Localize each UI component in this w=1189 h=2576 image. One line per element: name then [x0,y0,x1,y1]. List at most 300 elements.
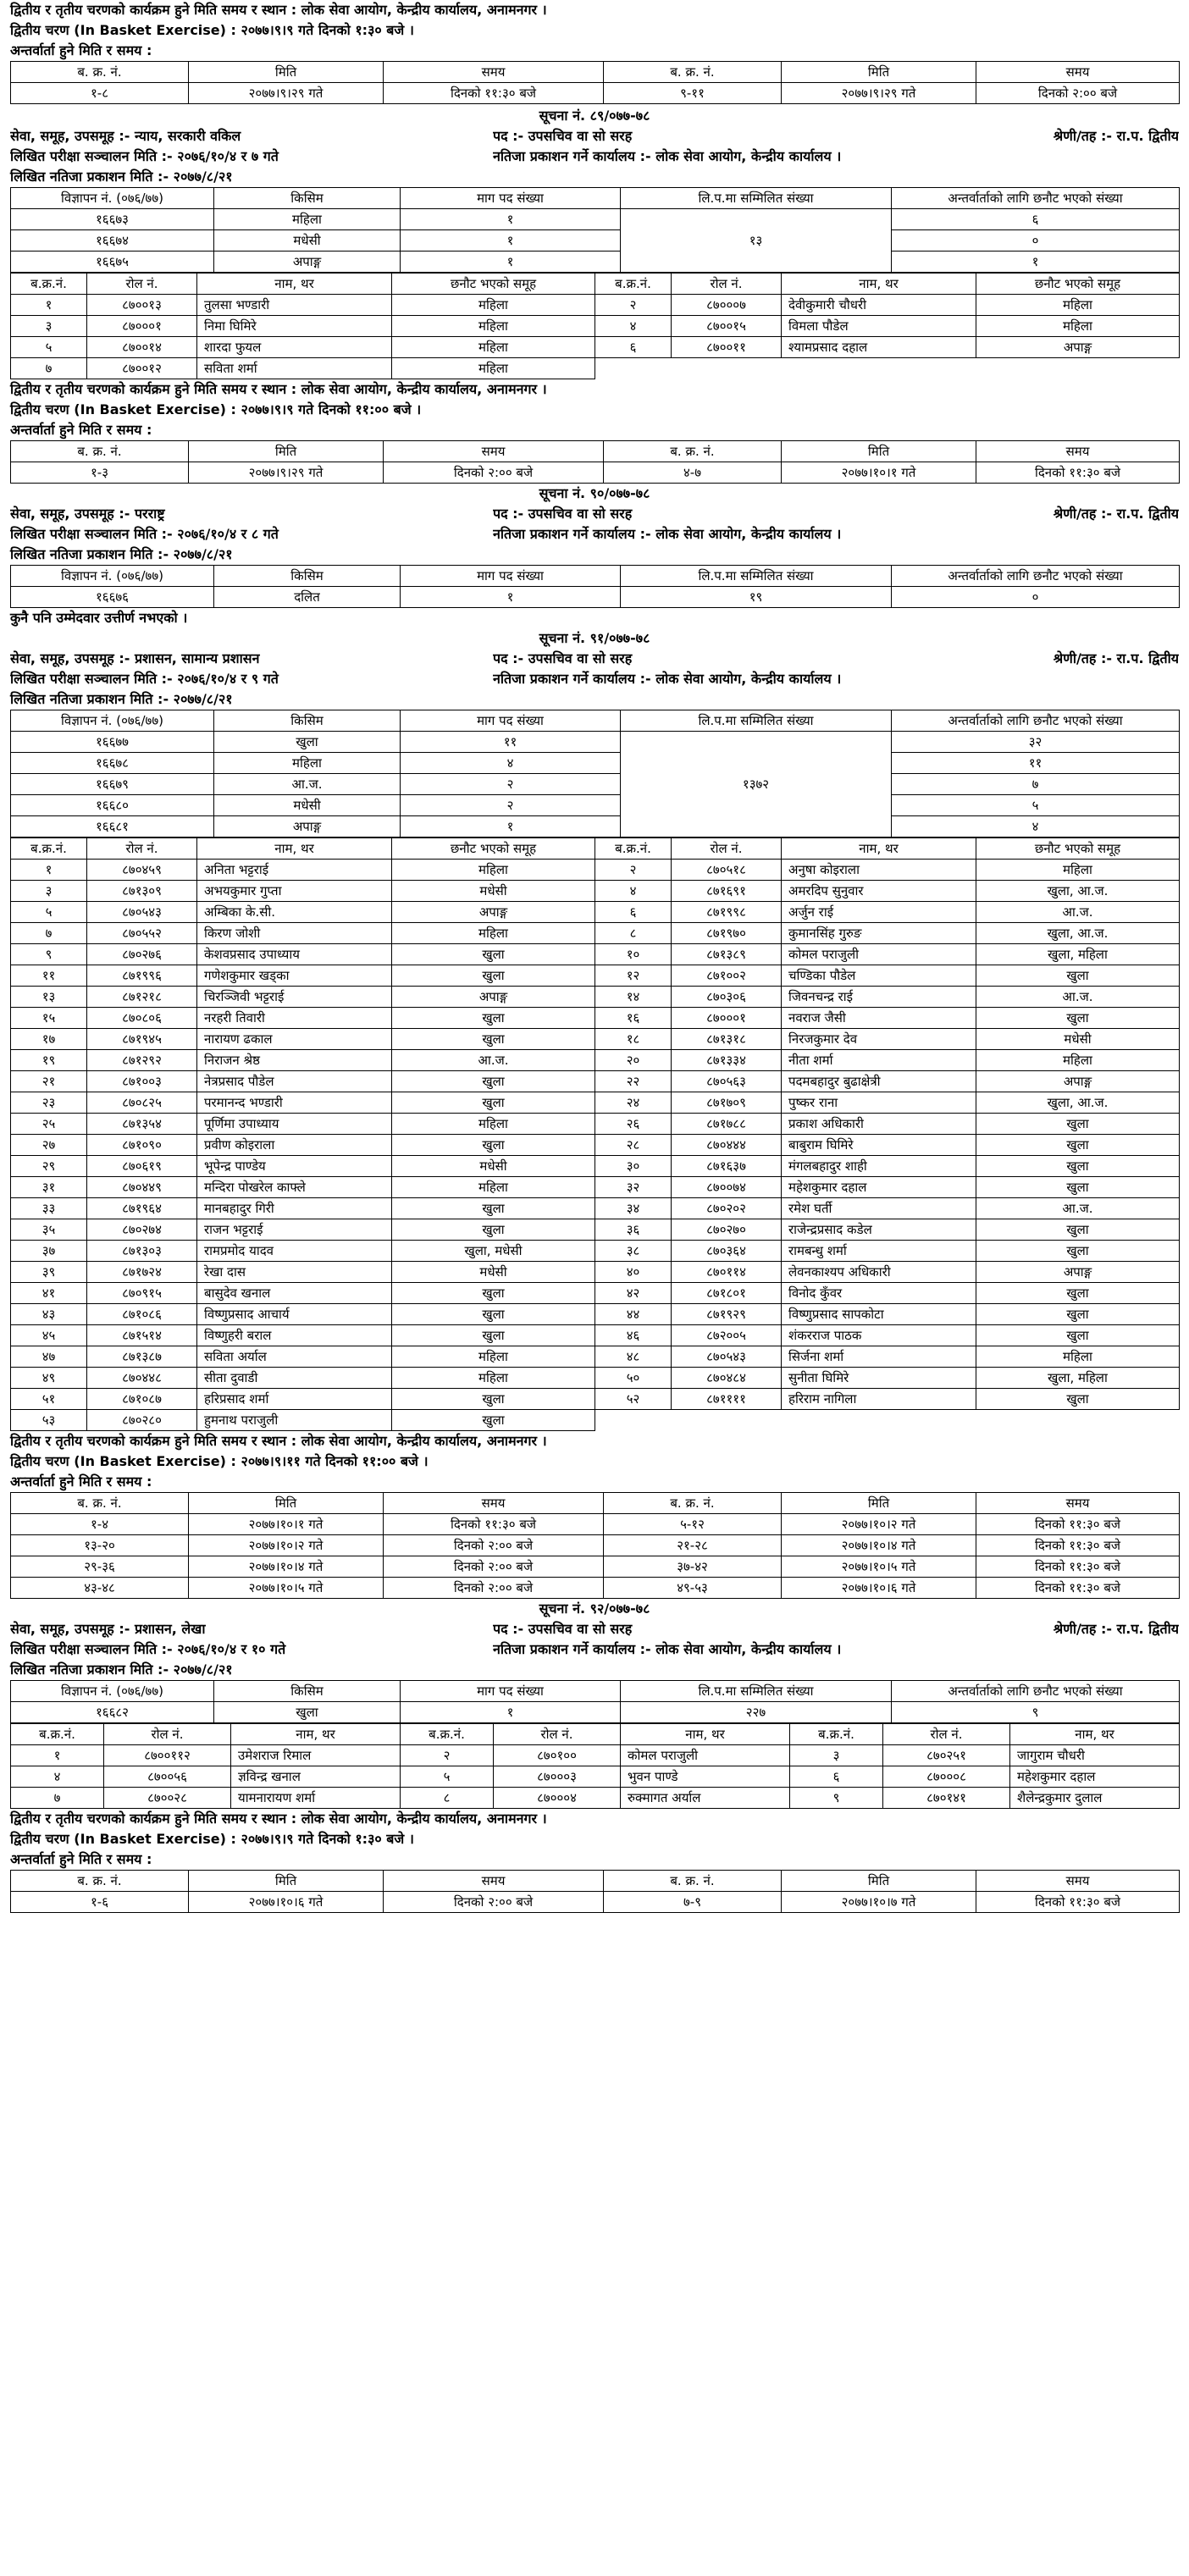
col-header: ब. क्र. नं. [11,62,189,83]
table-cell: ५१ [11,1389,87,1410]
col-header: नाम, थर [782,274,976,295]
table-cell: ८७०११४ [672,1262,782,1283]
table-cell: हरिराम नागिला [782,1389,976,1410]
col-header: लि.प.मा सम्मिलित संख्या [621,1681,892,1702]
table-cell: देवीकुमारी चौधरी [782,295,976,316]
table-row [11,1029,1180,1050]
table-row [11,337,1180,358]
table-cell: खुला [392,1092,595,1114]
table-cell: महिला [392,1114,595,1135]
table-cell: आ.ज. [392,1050,595,1071]
table-cell: ८७१६९१ [672,881,782,902]
table-cell: ८७०८०६ [87,1008,197,1029]
table-cell: ८७००१२ [87,358,197,379]
table-cell: अम्बिका के.सी. [197,902,392,923]
table-cell: ८७१९७० [672,923,782,944]
col-header: अन्तर्वार्ताको लागि छनौट भएको संख्या [892,710,1180,732]
col-header: मिति [782,441,976,462]
table-row [11,923,1180,944]
table-cell: ४ [11,1766,104,1788]
table-cell: राजन भट्टराई [197,1219,392,1241]
table-cell: १३-२० [11,1535,189,1556]
table-cell: किरण जोशी [197,923,392,944]
table-cell: दिनको २:०० बजे [384,1892,604,1913]
col-header: समय [976,62,1180,83]
table-cell: खुला [976,1135,1180,1156]
table-cell: ४७ [11,1346,87,1368]
table-cell: खुला [976,1304,1180,1325]
advertisement-table [10,1680,1180,1723]
result-date: लिखित नतिजा प्रकाशन मिति :- २०७७/८/२१ [10,546,233,562]
table-cell: ३० [595,1156,672,1177]
table-header-row [11,1681,1180,1702]
table-cell: २२ [595,1071,672,1092]
post-label: पद :- उपसचिव वा सो सरह [493,1621,633,1637]
table-cell: रेखा दास [197,1262,392,1283]
table-cell: १३ [11,987,87,1008]
table-cell: दिनको २:०० बजे [384,1578,604,1599]
table-cell: २६ [595,1114,672,1135]
table-cell: खुला [976,1177,1180,1198]
table-row [11,1535,1180,1556]
table-cell: १३७२ [621,732,892,837]
table-cell: दिनको २:०० बजे [384,1535,604,1556]
table-cell: महिला [214,753,401,774]
table-cell: गणेशकुमार खड्का [197,965,392,987]
table-cell: खुला [392,1198,595,1219]
table-cell: अपाङ्ग [976,337,1180,358]
col-header: माग पद संख्या [401,566,621,587]
table-cell: २१ [11,1071,87,1092]
table-cell: ८७०४४९ [87,1177,197,1198]
table-cell: नरहरी तिवारी [197,1008,392,1029]
table-cell: राजेन्द्रप्रसाद कडेल [782,1219,976,1241]
post-label: पद :- उपसचिव वा सो सरह [493,128,633,144]
table-cell: पूर्णिमा उपाध्याय [197,1114,392,1135]
table-cell: ८७१३३४ [672,1050,782,1071]
table-cell: १६६७७ [11,732,214,753]
table-cell: प्रवीण कोइराला [197,1135,392,1156]
table-row [11,1578,1180,1599]
result-office: नतिजा प्रकाशन गर्ने कार्यालय :- लोक सेवा आयोग, केन्द्रीय कार्यालय । [493,671,842,687]
table-cell: ३३ [11,1198,87,1219]
table-cell: १ [401,816,621,837]
table-cell: ५ [892,795,1180,816]
table-cell: खुला [392,1071,595,1092]
col-header: विज्ञापन नं. (०७६/७७) [11,188,214,209]
table-cell: ८७१९२९ [672,1304,782,1325]
table-cell: ८७०२७६ [87,944,197,965]
table-cell: महिला [214,209,401,230]
table-cell: खुला [392,1325,595,1346]
table-cell: कुमानसिंह गुरुङ [782,923,976,944]
table-row [11,230,1180,252]
table-row [11,902,1180,923]
table-cell: महिला [392,337,595,358]
table-cell: २२७ [621,1702,892,1723]
table-cell: १६६७६ [11,587,214,608]
table-cell: बाबुराम घिमिरे [782,1135,976,1156]
table-cell: ४९ [11,1368,87,1389]
table-cell: ७ [11,923,87,944]
col-header: रोल नं. [672,838,782,860]
table-cell: १-६ [11,1892,189,1913]
col-header: लि.प.मा सम्मिलित संख्या [621,188,892,209]
table-header-row [11,1724,1180,1745]
table-row [11,1702,1180,1723]
table-cell: सविता शर्मा [197,358,392,379]
col-header: रोल नं. [672,274,782,295]
table-cell: २०७७।१०।१ गते [782,462,976,484]
table-cell: ८७०८२५ [87,1092,197,1114]
notice-meta-row [10,649,1179,669]
table-row [11,358,1180,379]
table-cell: चण्डिका पौडेल [782,965,976,987]
table-row [11,252,1180,273]
col-header: अन्तर्वार्ताको लागि छनौट भएको संख्या [892,188,1180,209]
table-cell: ८७००२८ [104,1788,231,1809]
col-header: समय [976,1493,1180,1514]
table-row [11,1389,1180,1410]
table-row [11,1410,1180,1431]
table-cell: २०७७।१०।२ गते [189,1535,384,1556]
table-cell: ८७११११ [672,1389,782,1410]
table-cell: खुला [976,1114,1180,1135]
col-header: समय [384,1871,604,1892]
table-cell: १ [892,252,1180,273]
table-row [11,295,1180,316]
table-cell: ५ [11,337,87,358]
col-header: रोल नं. [104,1724,231,1745]
table-cell: २ [401,795,621,816]
table-cell: २ [595,295,672,316]
table-row [11,1198,1180,1219]
table-row [11,1514,1180,1535]
table-row [11,1071,1180,1092]
table-cell: खुला, महिला [976,1368,1180,1389]
table-cell: ७ [11,1788,104,1809]
service-group: सेवा, समूह, उपसमूह :- न्याय, सरकारी वकिल [10,128,241,144]
table-cell: ८७१३५४ [87,1114,197,1135]
table-cell: महिला [976,1050,1180,1071]
col-header: छनौट भएको समूह [976,274,1180,295]
table-cell: कोमल पराजुली [621,1745,790,1766]
table-cell: आ.ज. [976,987,1180,1008]
empty-cell [595,358,1180,379]
table-cell: पुष्कर राना [782,1092,976,1114]
col-header: छनौट भएको समूह [976,838,1180,860]
table-cell: दिनको ११:३० बजे [976,1514,1180,1535]
table-cell: ८७१९९८ [672,902,782,923]
table-cell: मधेसी [392,1156,595,1177]
table-row [11,1283,1180,1304]
table-cell: खुला [976,1241,1180,1262]
table-cell: ९-११ [604,83,782,104]
table-cell: २०७७।१०।४ गते [782,1535,976,1556]
table-row [11,1368,1180,1389]
table-cell: ११ [401,732,621,753]
table-row [11,1008,1180,1029]
table-row [11,1050,1180,1071]
table-cell: २०७७।१०।२ गते [782,1514,976,1535]
table-cell: खुला, महिला [976,944,1180,965]
notice-title: सूचना नं. ९२/०७७-७८ [539,1600,650,1617]
table-cell: ८७०२७० [672,1219,782,1241]
table-row [11,1556,1180,1578]
table-cell: दिनको ११:३० बजे [976,462,1180,484]
table-cell: ८७१२१८ [87,987,197,1008]
table-header-row [11,838,1180,860]
table-cell: अर्जुन राई [782,902,976,923]
table-cell: सीता दुवाडी [197,1368,392,1389]
table-cell: २ [401,1745,494,1766]
col-header: ब. क्र. नं. [604,62,782,83]
stage2-line: द्वितीय चरण (In Basket Exercise) : २०७७।९।९ गते दिनको १:३० बजे । [10,1831,414,1847]
table-cell: ८७१०८६ [87,1304,197,1325]
table-row [11,1745,1180,1766]
table-cell: १६६८२ [11,1702,214,1723]
table-cell: अपाङ्ग [214,816,401,837]
table-cell: शैलेन्द्रकुमार दुलाल [1010,1788,1180,1809]
col-header: रोल नं. [883,1724,1010,1745]
table-cell: ८७०१४१ [883,1788,1010,1809]
candidate-table [10,273,1180,379]
grade-label: श्रेणी/तह :- रा.प. द्वितीय [1053,1621,1179,1637]
table-cell: दिनको २:०० बजे [976,83,1180,104]
grade-label: श्रेणी/तह :- रा.प. द्वितीय [1053,506,1179,522]
table-row [11,1156,1180,1177]
table-row [11,774,1180,795]
table-cell: लेवनकाश्यप अधिकारी [782,1262,976,1283]
table-cell: मधेसी [214,230,401,252]
table-cell: खुला [976,1008,1180,1029]
col-header: छनौट भएको समूह [392,274,595,295]
table-cell: ८७०५४३ [87,902,197,923]
table-cell: ३६ [595,1219,672,1241]
table-cell: खुला [392,1389,595,1410]
table-cell: २०७७।९।२९ गते [782,83,976,104]
col-header: मिति [782,1493,976,1514]
venue-line: द्वितीय र तृतीय चरणको कार्यक्रम हुने मिति समय र स्थान : लोक सेवा आयोग, केन्द्रीय कार्यालय, अनामनगर । [10,1433,547,1449]
table-cell: सुनीता घिमिरे [782,1368,976,1389]
table-cell: ४५ [11,1325,87,1346]
col-header: लि.प.मा सम्मिलित संख्या [621,566,892,587]
table-cell: ८७०५५२ [87,923,197,944]
table-cell: ८७१९९६ [87,965,197,987]
table-cell: रमेश घर्ती [782,1198,976,1219]
col-header: ब. क्र. नं. [604,1493,782,1514]
post-label: पद :- उपसचिव वा सो सरह [493,506,633,522]
service-group: सेवा, समूह, उपसमूह :- प्रशासन, सामान्य प्रशासन [10,650,260,666]
stage2-line: द्वितीय चरण (In Basket Exercise) : २०७७।९।९ गते दिनको ११:०० बजे । [10,401,422,417]
table-row [11,462,1180,484]
table-cell: २०७७।१०।६ गते [782,1578,976,1599]
col-header: समय [384,62,604,83]
table-cell: ८७०४५९ [87,860,197,881]
table-cell: २०७७।१०।५ गते [782,1556,976,1578]
table-cell: १६६८१ [11,816,214,837]
table-cell: ८७०६१९ [87,1156,197,1177]
table-cell: ८७१३८९ [672,944,782,965]
table-cell: महिला [976,295,1180,316]
table-cell: ८७०००४ [494,1788,621,1809]
table-cell: महेशकुमार दहाल [1010,1766,1180,1788]
table-cell: अपाङ्ग [392,902,595,923]
table-cell: २०७७।१०।५ गते [189,1578,384,1599]
col-header: ब.क्र.नं. [595,274,672,295]
col-header: ब.क्र.नं. [401,1724,494,1745]
table-cell: उमेशराज रिमाल [231,1745,401,1766]
table-cell: ४ [595,316,672,337]
col-header: छनौट भएको समूह [392,838,595,860]
table-cell: ८७१३०९ [87,881,197,902]
table-cell: ३ [790,1745,883,1766]
post-label: पद :- उपसचिव वा सो सरह [493,650,633,666]
table-cell: ८७०००८ [883,1766,1010,1788]
col-header: रोल नं. [87,838,197,860]
table-cell: ३२ [595,1177,672,1198]
table-cell: खुला [214,732,401,753]
table-row [11,795,1180,816]
table-cell: ८७०९१५ [87,1283,197,1304]
table-cell: ४१ [11,1283,87,1304]
interview-label: अन्तर्वार्ता हुने मिति र समय : [10,1473,152,1490]
table-cell: १४ [595,987,672,1008]
table-cell: ० [892,230,1180,252]
table-cell: ४९-५३ [604,1578,782,1599]
table-cell: ३ [11,881,87,902]
table-cell: ३१ [11,1177,87,1198]
table-cell: ८७००११२ [104,1745,231,1766]
notice-meta-row [10,1619,1179,1639]
table-row [11,1241,1180,1262]
table-cell: १६६७३ [11,209,214,230]
col-header: विज्ञापन नं. (०७६/७७) [11,710,214,732]
col-header: नाम, थर [782,838,976,860]
table-cell: शंकरराज पाठक [782,1325,976,1346]
table-row [11,1114,1180,1135]
col-header: मिति [189,1871,384,1892]
table-cell: १६ [595,1008,672,1029]
col-header: नाम, थर [1010,1724,1180,1745]
table-cell: २०७७।१०।१ गते [189,1514,384,1535]
table-cell: २४ [595,1092,672,1114]
table-cell: ८७०२७४ [87,1219,197,1241]
table-cell: ७-९ [604,1892,782,1913]
table-cell: २०७७।१०।६ गते [189,1892,384,1913]
table-cell: १६६७४ [11,230,214,252]
table-cell: ८७१७०९ [672,1092,782,1114]
table-row [11,1304,1180,1325]
table-cell: दलित [214,587,401,608]
table-cell: ८७०३६४ [672,1241,782,1262]
table-cell: महिला [976,316,1180,337]
table-cell: २९-३६ [11,1556,189,1578]
table-cell: अनुषा कोइराला [782,860,976,881]
table-cell: महिला [392,1177,595,1198]
table-cell: महिला [392,1346,595,1368]
table-cell: १० [595,944,672,965]
table-cell: ८७०४४८ [87,1368,197,1389]
table-cell: खुला [392,965,595,987]
table-cell: नीता शर्मा [782,1050,976,1071]
exam-date: लिखित परीक्षा सञ्चालन मिति :- २०७६/१०/४ र ९ गते [10,671,279,687]
table-cell: ५ [11,902,87,923]
table-cell: खुला [976,1389,1180,1410]
table-cell: शारदा फुयल [197,337,392,358]
table-cell: ८ [401,1788,494,1809]
table-cell: महिला [976,1346,1180,1368]
table-cell: २८ [595,1135,672,1156]
table-row [11,1325,1180,1346]
table-cell: ८७१३०३ [87,1241,197,1262]
table-cell: १६६७९ [11,774,214,795]
table-cell: खुला [392,1029,595,1050]
table-cell: ४० [595,1262,672,1283]
col-header: नाम, थर [231,1724,401,1745]
table-cell: महिला [392,923,595,944]
table-cell: मधेसी [392,881,595,902]
notice-meta-row [10,146,1179,167]
table-cell: १-४ [11,1514,189,1535]
table-cell: ९ [790,1788,883,1809]
table-cell: महेशकुमार दहाल [782,1177,976,1198]
table-cell: नवराज जैसी [782,1008,976,1029]
table-cell: खुला [392,1283,595,1304]
table-cell: मानबहादुर गिरी [197,1198,392,1219]
col-header: रोल नं. [494,1724,621,1745]
notice-meta-row [10,504,1179,524]
table-cell: पदमबहादुर बुढाक्षेत्री [782,1071,976,1092]
table-cell: खुला, आ.ज. [976,923,1180,944]
table-cell: खुला [976,1325,1180,1346]
table-cell: २३ [11,1092,87,1114]
stage2-line: द्वितीय चरण (In Basket Exercise) : २०७७।९।११ गते दिनको ११:०० बजे । [10,1453,429,1469]
table-cell: २५ [11,1114,87,1135]
table-cell: महिला [392,316,595,337]
table-cell: अभयकुमार गुप्ता [197,881,392,902]
table-row [11,587,1180,608]
table-cell: २९ [11,1156,87,1177]
table-cell: ८७१२९२ [87,1050,197,1071]
table-cell: १६६७८ [11,753,214,774]
table-cell: ८७००१४ [87,337,197,358]
table-row [11,881,1180,902]
table-cell: ८७०५१८ [672,860,782,881]
table-cell: मधेसी [214,795,401,816]
table-cell: निरजकुमार देव [782,1029,976,1050]
table-cell: मंगलबहादुर शाही [782,1156,976,1177]
table-cell: निमा घिमिरे [197,316,392,337]
table-cell: १६६८० [11,795,214,816]
table-row [11,1766,1180,1788]
table-header-row [11,62,1180,83]
table-cell: नेत्रप्रसाद पौडेल [197,1071,392,1092]
col-header: समय [384,1493,604,1514]
table-cell: दिनको ११:३० बजे [384,1514,604,1535]
col-header: मिति [189,1493,384,1514]
table-cell: ८७१३८७ [87,1346,197,1368]
table-cell: ८७१५१४ [87,1325,197,1346]
col-header: किसिम [214,1681,401,1702]
table-cell: रामप्रमोद यादव [197,1241,392,1262]
table-cell: ८७१७२४ [87,1262,197,1283]
table-cell: खुला [214,1702,401,1723]
result-office: नतिजा प्रकाशन गर्ने कार्यालय :- लोक सेवा आयोग, केन्द्रीय कार्यालय । [493,1641,842,1657]
col-header: नाम, थर [197,274,392,295]
table-cell: ८७०४४४ [672,1135,782,1156]
table-header-row [11,1493,1180,1514]
